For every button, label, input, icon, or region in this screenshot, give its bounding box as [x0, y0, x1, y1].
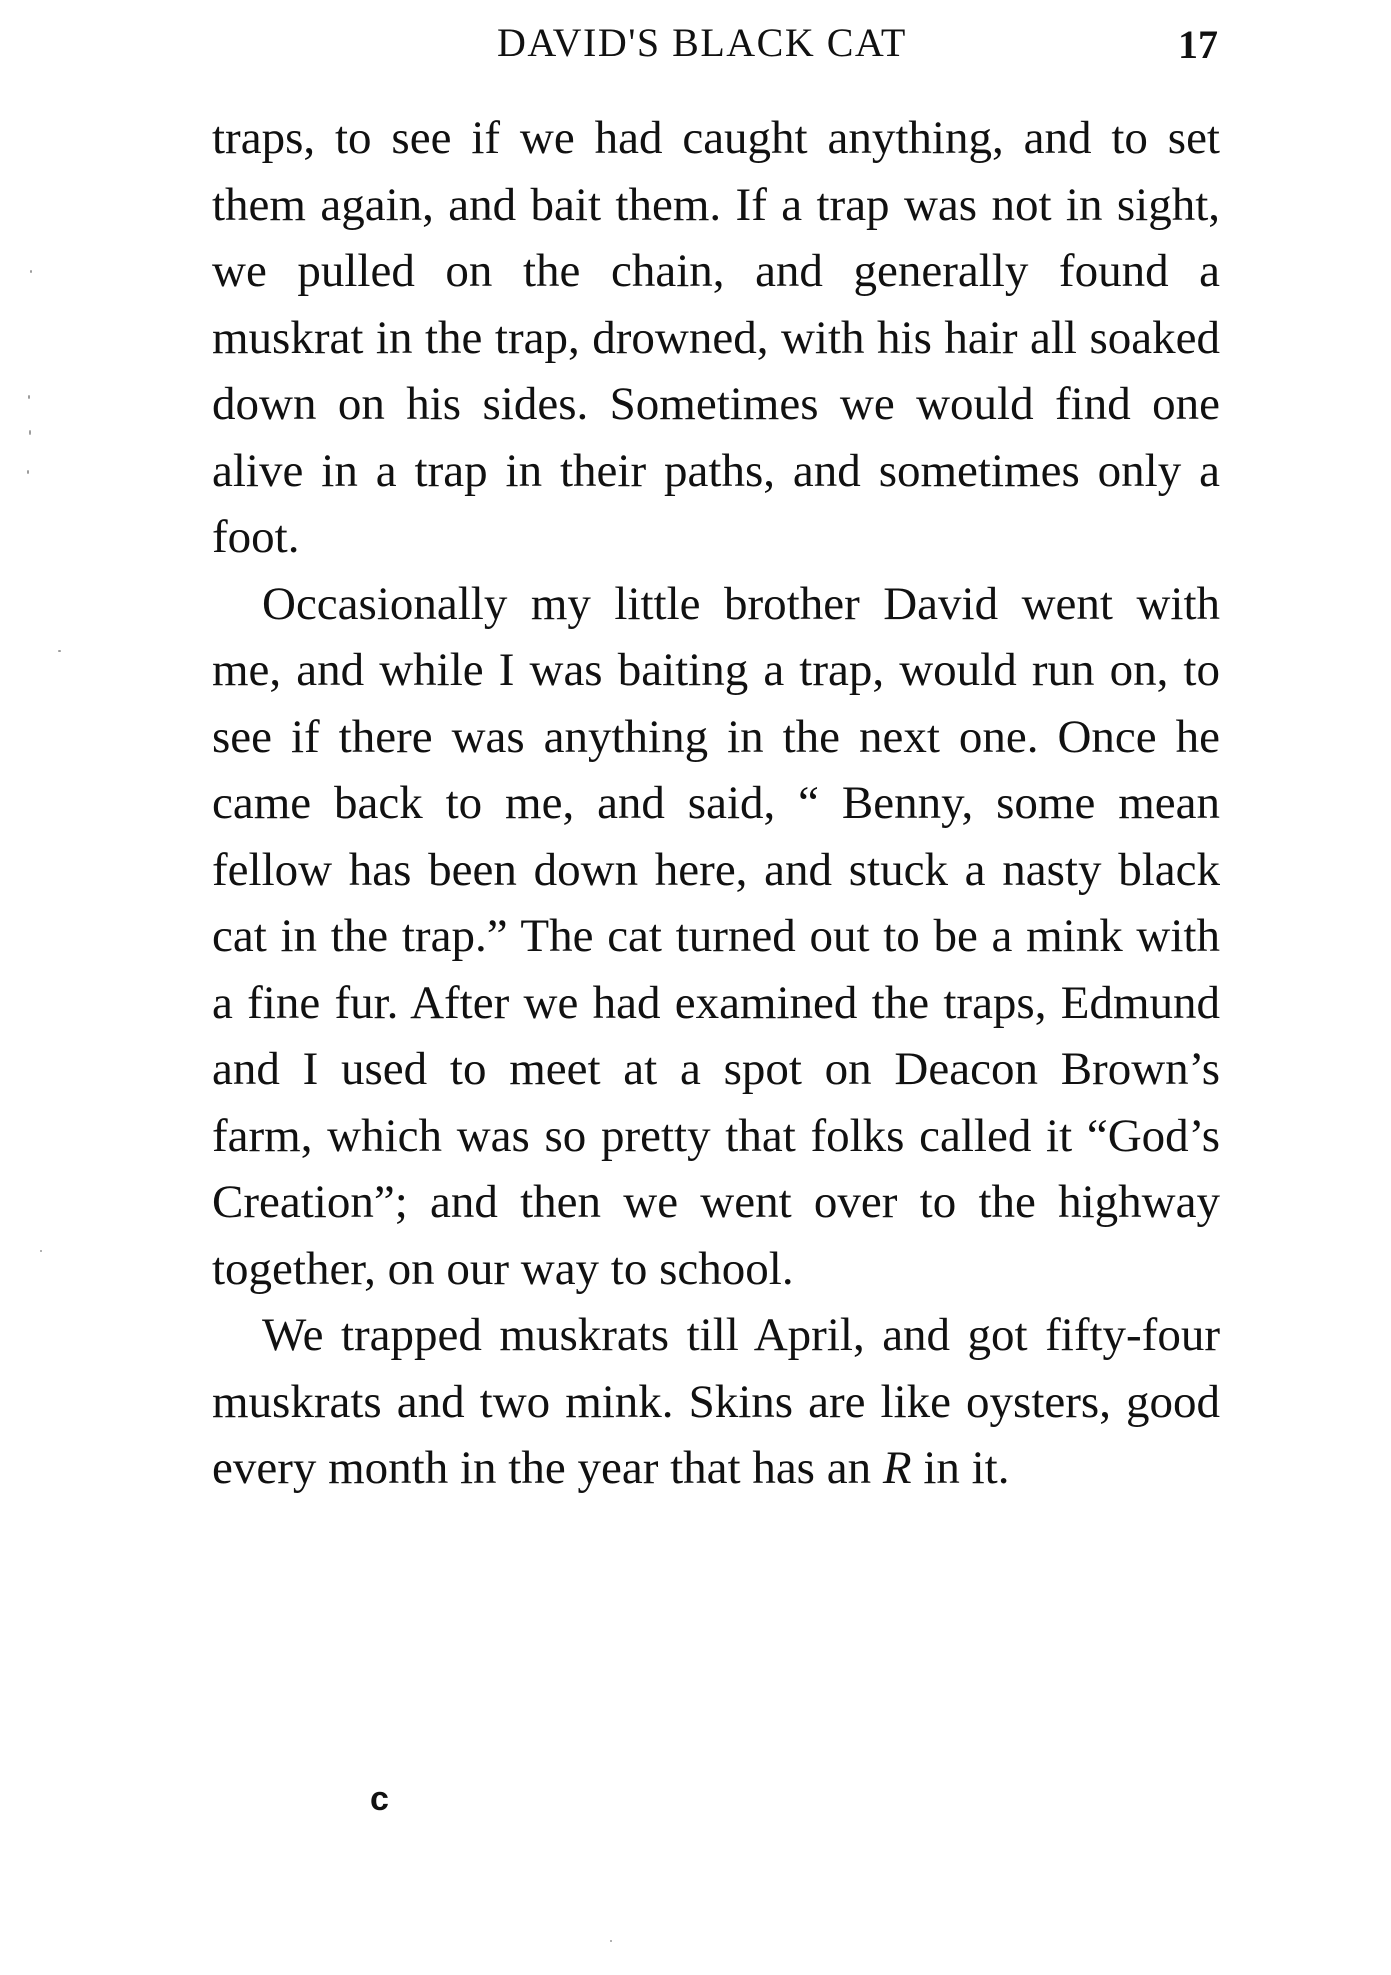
print-speck	[28, 395, 30, 399]
paragraph-text-after: in it.	[911, 1442, 1010, 1494]
page-number: 17	[1178, 22, 1218, 67]
print-speck	[58, 650, 61, 652]
print-speck	[30, 270, 32, 273]
paragraph-muskrat-count	[212, 1302, 1220, 1502]
print-speck	[27, 470, 29, 474]
paragraph-continuation: traps, to see if we had caught anything, and to set them again, and bait them. If a trap was not in sight, we pulled on the chain, and generally found a muskrat in the trap, drowned, with his hair all soaked down on his sides. Sometimes we would find one alive in a trap in their paths, and sometimes only a foot.	[212, 112, 1220, 563]
paragraph-text-before: We trapped muskrats till April, and got fifty-four muskrats and two mink. Skins are like oysters, good every month in the year that has an	[212, 1309, 1220, 1494]
signature-mark: c	[370, 1780, 389, 1818]
paragraph-david-black-cat: Occasionally my little brother David went with me, and while I was baiting a trap, would run on, to see if there was anything in the next one. Once he came back to me, and said, “ Benny, some mean fellow has been down here, and stuck a nasty black cat in the trap.” The cat turned out to be a mink with a fine fur. After we had examined the traps, Edmund and I used to meet at a spot on Deacon Brown’s farm, which was so pretty that folks called it “God’s Creation”; and then we went over to the highway together, on our way to school.	[212, 577, 1220, 1295]
print-speck	[40, 1250, 42, 1252]
print-speck	[29, 430, 31, 435]
running-title: DAVID'S BLACK CAT	[497, 20, 907, 65]
body-text	[212, 105, 1220, 1502]
italic-letter-r: R	[882, 1442, 912, 1494]
print-speck	[610, 1940, 612, 1942]
running-header	[0, 18, 1391, 68]
